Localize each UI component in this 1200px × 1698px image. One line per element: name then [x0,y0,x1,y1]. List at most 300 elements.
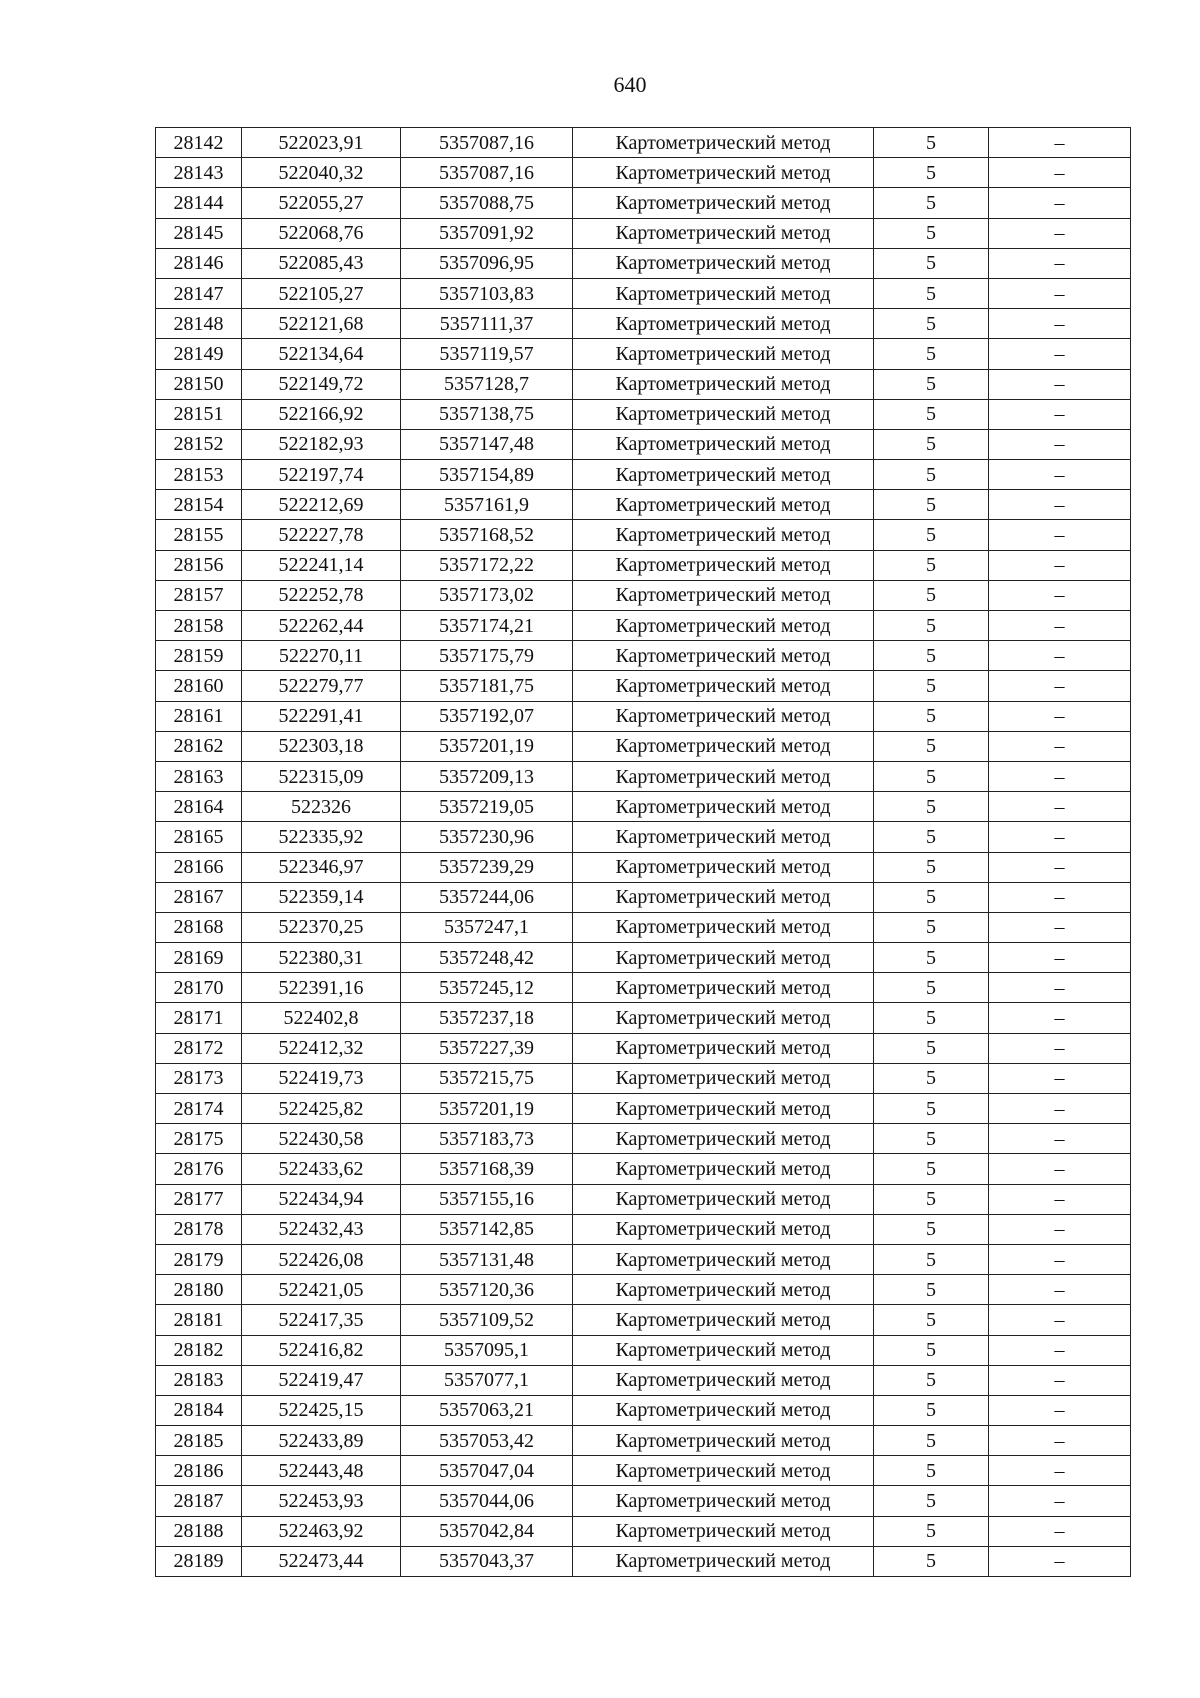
accuracy-cell: 5 [874,1214,989,1244]
x-coordinate-cell: 522359,14 [242,882,401,912]
accuracy-cell: 5 [874,701,989,731]
x-coordinate-cell: 522433,62 [242,1154,401,1184]
y-coordinate-cell: 5357247,1 [401,912,573,942]
accuracy-cell: 5 [874,973,989,1003]
point-number-cell: 28188 [156,1516,242,1546]
x-coordinate-cell: 522419,73 [242,1063,401,1093]
accuracy-cell: 5 [874,1154,989,1184]
table-row [156,822,1131,852]
y-coordinate-cell: 5357209,13 [401,761,573,791]
point-number-cell: 28182 [156,1335,242,1365]
point-number-cell: 28172 [156,1033,242,1063]
accuracy-cell: 5 [874,339,989,369]
accuracy-cell: 5 [874,580,989,610]
method-cell: Картометрический метод [573,278,874,308]
table-row [156,1214,1131,1244]
note-cell: – [989,701,1131,731]
method-cell: Картометрический метод [573,1305,874,1335]
x-coordinate-cell: 522432,43 [242,1214,401,1244]
y-coordinate-cell: 5357172,22 [401,550,573,580]
y-coordinate-cell: 5357109,52 [401,1305,573,1335]
accuracy-cell: 5 [874,1033,989,1063]
accuracy-cell: 5 [874,1426,989,1456]
table-row [156,701,1131,731]
method-cell: Картометрический метод [573,188,874,218]
x-coordinate-cell: 522197,74 [242,460,401,490]
note-cell: – [989,943,1131,973]
table-row [156,429,1131,459]
table-row [156,1486,1131,1516]
y-coordinate-cell: 5357181,75 [401,671,573,701]
method-cell: Картометрический метод [573,128,874,158]
y-coordinate-cell: 5357183,73 [401,1124,573,1154]
table-row [156,731,1131,761]
accuracy-cell: 5 [874,1124,989,1154]
method-cell: Картометрический метод [573,1456,874,1486]
note-cell: – [989,550,1131,580]
table-row [156,520,1131,550]
point-number-cell: 28152 [156,429,242,459]
accuracy-cell: 5 [874,1456,989,1486]
point-number-cell: 28180 [156,1275,242,1305]
method-cell: Картометрический метод [573,1214,874,1244]
accuracy-cell: 5 [874,792,989,822]
x-coordinate-cell: 522443,48 [242,1456,401,1486]
table-row [156,158,1131,188]
table-row [156,1305,1131,1335]
method-cell: Картометрический метод [573,158,874,188]
point-number-cell: 28173 [156,1063,242,1093]
x-coordinate-cell: 522252,78 [242,580,401,610]
method-cell: Картометрический метод [573,1546,874,1576]
y-coordinate-cell: 5357087,16 [401,128,573,158]
method-cell: Картометрический метод [573,1486,874,1516]
note-cell: – [989,1094,1131,1124]
point-number-cell: 28143 [156,158,242,188]
point-number-cell: 28176 [156,1154,242,1184]
x-coordinate-cell: 522380,31 [242,943,401,973]
accuracy-cell: 5 [874,1516,989,1546]
y-coordinate-cell: 5357131,48 [401,1244,573,1274]
method-cell: Картометрический метод [573,1516,874,1546]
x-coordinate-cell: 522346,97 [242,852,401,882]
y-coordinate-cell: 5357095,1 [401,1335,573,1365]
x-coordinate-cell: 522182,93 [242,429,401,459]
table-body [156,128,1131,1577]
accuracy-cell: 5 [874,278,989,308]
point-number-cell: 28163 [156,761,242,791]
note-cell: – [989,852,1131,882]
accuracy-cell: 5 [874,1244,989,1274]
x-coordinate-cell: 522270,11 [242,641,401,671]
x-coordinate-cell: 522121,68 [242,309,401,339]
note-cell: – [989,731,1131,761]
point-number-cell: 28142 [156,128,242,158]
x-coordinate-cell: 522416,82 [242,1335,401,1365]
note-cell: – [989,1546,1131,1576]
y-coordinate-cell: 5357111,37 [401,309,573,339]
point-number-cell: 28177 [156,1184,242,1214]
note-cell: – [989,1486,1131,1516]
x-coordinate-cell: 522040,32 [242,158,401,188]
x-coordinate-cell: 522241,14 [242,550,401,580]
accuracy-cell: 5 [874,1275,989,1305]
point-number-cell: 28184 [156,1395,242,1425]
point-number-cell: 28175 [156,1124,242,1154]
accuracy-cell: 5 [874,1094,989,1124]
method-cell: Картометрический метод [573,641,874,671]
x-coordinate-cell: 522425,15 [242,1395,401,1425]
y-coordinate-cell: 5357239,29 [401,852,573,882]
point-number-cell: 28167 [156,882,242,912]
x-coordinate-cell: 522149,72 [242,369,401,399]
note-cell: – [989,278,1131,308]
table-row [156,973,1131,1003]
point-number-cell: 28185 [156,1426,242,1456]
point-number-cell: 28154 [156,490,242,520]
page-number: 640 [613,72,647,97]
x-coordinate-cell: 522315,09 [242,761,401,791]
point-number-cell: 28165 [156,822,242,852]
method-cell: Картометрический метод [573,520,874,550]
x-coordinate-cell: 522391,16 [242,973,401,1003]
accuracy-cell: 5 [874,218,989,248]
point-number-cell: 28162 [156,731,242,761]
y-coordinate-cell: 5357103,83 [401,278,573,308]
table-row [156,1426,1131,1456]
table-row [156,1184,1131,1214]
point-number-cell: 28170 [156,973,242,1003]
accuracy-cell: 5 [874,550,989,580]
table-row [156,1033,1131,1063]
y-coordinate-cell: 5357237,18 [401,1003,573,1033]
point-number-cell: 28151 [156,399,242,429]
point-number-cell: 28179 [156,1244,242,1274]
note-cell: – [989,822,1131,852]
y-coordinate-cell: 5357174,21 [401,611,573,641]
method-cell: Картометрический метод [573,912,874,942]
method-cell: Картометрический метод [573,1154,874,1184]
x-coordinate-cell: 522419,47 [242,1365,401,1395]
point-number-cell: 28189 [156,1546,242,1576]
table-row [156,671,1131,701]
note-cell: – [989,1456,1131,1486]
note-cell: – [989,218,1131,248]
note-cell: – [989,248,1131,278]
accuracy-cell: 5 [874,460,989,490]
x-coordinate-cell: 522430,58 [242,1124,401,1154]
table-row [156,641,1131,671]
note-cell: – [989,792,1131,822]
x-coordinate-cell: 522433,89 [242,1426,401,1456]
accuracy-cell: 5 [874,1365,989,1395]
x-coordinate-cell: 522023,91 [242,128,401,158]
method-cell: Картометрический метод [573,1275,874,1305]
method-cell: Картометрический метод [573,792,874,822]
y-coordinate-cell: 5357047,04 [401,1456,573,1486]
accuracy-cell: 5 [874,1305,989,1335]
x-coordinate-cell: 522326 [242,792,401,822]
table-row [156,1275,1131,1305]
point-number-cell: 28149 [156,339,242,369]
accuracy-cell: 5 [874,1546,989,1576]
table-row [156,1063,1131,1093]
x-coordinate-cell: 522134,64 [242,339,401,369]
y-coordinate-cell: 5357091,92 [401,218,573,248]
note-cell: – [989,490,1131,520]
accuracy-cell: 5 [874,1003,989,1033]
method-cell: Картометрический метод [573,1124,874,1154]
accuracy-cell: 5 [874,882,989,912]
accuracy-cell: 5 [874,671,989,701]
note-cell: – [989,158,1131,188]
table-row [156,580,1131,610]
accuracy-cell: 5 [874,429,989,459]
y-coordinate-cell: 5357044,06 [401,1486,573,1516]
y-coordinate-cell: 5357088,75 [401,188,573,218]
note-cell: – [989,399,1131,429]
y-coordinate-cell: 5357147,48 [401,429,573,459]
accuracy-cell: 5 [874,490,989,520]
method-cell: Картометрический метод [573,701,874,731]
method-cell: Картометрический метод [573,671,874,701]
y-coordinate-cell: 5357245,12 [401,973,573,1003]
point-number-cell: 28155 [156,520,242,550]
method-cell: Картометрический метод [573,490,874,520]
y-coordinate-cell: 5357201,19 [401,1094,573,1124]
y-coordinate-cell: 5357168,52 [401,520,573,550]
y-coordinate-cell: 5357168,39 [401,1154,573,1184]
point-number-cell: 28158 [156,611,242,641]
note-cell: – [989,1003,1131,1033]
point-number-cell: 28157 [156,580,242,610]
accuracy-cell: 5 [874,128,989,158]
note-cell: – [989,1335,1131,1365]
method-cell: Картометрический метод [573,369,874,399]
table-row [156,550,1131,580]
table-row [156,188,1131,218]
accuracy-cell: 5 [874,641,989,671]
coordinates-table [155,127,1131,1577]
note-cell: – [989,339,1131,369]
x-coordinate-cell: 522262,44 [242,611,401,641]
method-cell: Картометрический метод [573,731,874,761]
method-cell: Картометрический метод [573,852,874,882]
method-cell: Картометрический метод [573,550,874,580]
note-cell: – [989,912,1131,942]
y-coordinate-cell: 5357096,95 [401,248,573,278]
table-row [156,460,1131,490]
x-coordinate-cell: 522473,44 [242,1546,401,1576]
note-cell: – [989,761,1131,791]
y-coordinate-cell: 5357248,42 [401,943,573,973]
table-row [156,339,1131,369]
y-coordinate-cell: 5357215,75 [401,1063,573,1093]
table-row [156,248,1131,278]
note-cell: – [989,1426,1131,1456]
note-cell: – [989,973,1131,1003]
note-cell: – [989,641,1131,671]
x-coordinate-cell: 522166,92 [242,399,401,429]
note-cell: – [989,1063,1131,1093]
method-cell: Картометрический метод [573,309,874,339]
table-row [156,912,1131,942]
x-coordinate-cell: 522370,25 [242,912,401,942]
note-cell: – [989,1033,1131,1063]
point-number-cell: 28171 [156,1003,242,1033]
x-coordinate-cell: 522291,41 [242,701,401,731]
x-coordinate-cell: 522227,78 [242,520,401,550]
point-number-cell: 28166 [156,852,242,882]
y-coordinate-cell: 5357175,79 [401,641,573,671]
x-coordinate-cell: 522303,18 [242,731,401,761]
table-row [156,1244,1131,1274]
y-coordinate-cell: 5357053,42 [401,1426,573,1456]
method-cell: Картометрический метод [573,611,874,641]
table-row [156,399,1131,429]
accuracy-cell: 5 [874,369,989,399]
method-cell: Картометрический метод [573,1033,874,1063]
table-row [156,792,1131,822]
note-cell: – [989,1244,1131,1274]
y-coordinate-cell: 5357230,96 [401,822,573,852]
table-row [156,611,1131,641]
y-coordinate-cell: 5357192,07 [401,701,573,731]
note-cell: – [989,1124,1131,1154]
point-number-cell: 28183 [156,1365,242,1395]
table-row [156,943,1131,973]
accuracy-cell: 5 [874,1063,989,1093]
accuracy-cell: 5 [874,399,989,429]
note-cell: – [989,309,1131,339]
x-coordinate-cell: 522085,43 [242,248,401,278]
table-row [156,1546,1131,1576]
x-coordinate-cell: 522425,82 [242,1094,401,1124]
table-row [156,1094,1131,1124]
y-coordinate-cell: 5357042,84 [401,1516,573,1546]
table-row [156,128,1131,158]
method-cell: Картометрический метод [573,761,874,791]
x-coordinate-cell: 522279,77 [242,671,401,701]
point-number-cell: 28159 [156,641,242,671]
point-number-cell: 28168 [156,912,242,942]
note-cell: – [989,1154,1131,1184]
table-row [156,490,1131,520]
accuracy-cell: 5 [874,248,989,278]
table-row [156,1335,1131,1365]
accuracy-cell: 5 [874,520,989,550]
method-cell: Картометрический метод [573,1426,874,1456]
method-cell: Картометрический метод [573,580,874,610]
method-cell: Картометрический метод [573,1094,874,1124]
method-cell: Картометрический метод [573,822,874,852]
accuracy-cell: 5 [874,1335,989,1365]
method-cell: Картометрический метод [573,1003,874,1033]
y-coordinate-cell: 5357244,06 [401,882,573,912]
point-number-cell: 28178 [156,1214,242,1244]
method-cell: Картометрический метод [573,429,874,459]
note-cell: – [989,1275,1131,1305]
note-cell: – [989,611,1131,641]
x-coordinate-cell: 522212,69 [242,490,401,520]
y-coordinate-cell: 5357161,9 [401,490,573,520]
point-number-cell: 28169 [156,943,242,973]
table-row [156,1456,1131,1486]
method-cell: Картометрический метод [573,339,874,369]
y-coordinate-cell: 5357138,75 [401,399,573,429]
note-cell: – [989,1395,1131,1425]
accuracy-cell: 5 [874,309,989,339]
x-coordinate-cell: 522426,08 [242,1244,401,1274]
table-row [156,852,1131,882]
accuracy-cell: 5 [874,1395,989,1425]
method-cell: Картометрический метод [573,1365,874,1395]
note-cell: – [989,188,1131,218]
accuracy-cell: 5 [874,188,989,218]
y-coordinate-cell: 5357077,1 [401,1365,573,1395]
method-cell: Картометрический метод [573,1335,874,1365]
y-coordinate-cell: 5357201,19 [401,731,573,761]
method-cell: Картометрический метод [573,1063,874,1093]
method-cell: Картометрический метод [573,943,874,973]
y-coordinate-cell: 5357219,05 [401,792,573,822]
table-row [156,761,1131,791]
y-coordinate-cell: 5357142,85 [401,1214,573,1244]
x-coordinate-cell: 522453,93 [242,1486,401,1516]
method-cell: Картометрический метод [573,882,874,912]
point-number-cell: 28181 [156,1305,242,1335]
accuracy-cell: 5 [874,943,989,973]
x-coordinate-cell: 522421,05 [242,1275,401,1305]
x-coordinate-cell: 522412,32 [242,1033,401,1063]
method-cell: Картометрический метод [573,973,874,1003]
table-row [156,1365,1131,1395]
accuracy-cell: 5 [874,158,989,188]
accuracy-cell: 5 [874,731,989,761]
note-cell: – [989,1184,1131,1214]
y-coordinate-cell: 5357155,16 [401,1184,573,1214]
x-coordinate-cell: 522434,94 [242,1184,401,1214]
note-cell: – [989,671,1131,701]
table-row [156,1395,1131,1425]
table-row [156,369,1131,399]
x-coordinate-cell: 522417,35 [242,1305,401,1335]
y-coordinate-cell: 5357227,39 [401,1033,573,1063]
point-number-cell: 28145 [156,218,242,248]
accuracy-cell: 5 [874,761,989,791]
method-cell: Картометрический метод [573,399,874,429]
method-cell: Картометрический метод [573,218,874,248]
note-cell: – [989,460,1131,490]
point-number-cell: 28153 [156,460,242,490]
table-row [156,309,1131,339]
point-number-cell: 28174 [156,1094,242,1124]
point-number-cell: 28186 [156,1456,242,1486]
note-cell: – [989,128,1131,158]
accuracy-cell: 5 [874,822,989,852]
point-number-cell: 28161 [156,701,242,731]
point-number-cell: 28150 [156,369,242,399]
y-coordinate-cell: 5357128,7 [401,369,573,399]
point-number-cell: 28146 [156,248,242,278]
note-cell: – [989,1516,1131,1546]
note-cell: – [989,1305,1131,1335]
note-cell: – [989,1365,1131,1395]
method-cell: Картометрический метод [573,248,874,278]
y-coordinate-cell: 5357087,16 [401,158,573,188]
note-cell: – [989,882,1131,912]
y-coordinate-cell: 5357063,21 [401,1395,573,1425]
